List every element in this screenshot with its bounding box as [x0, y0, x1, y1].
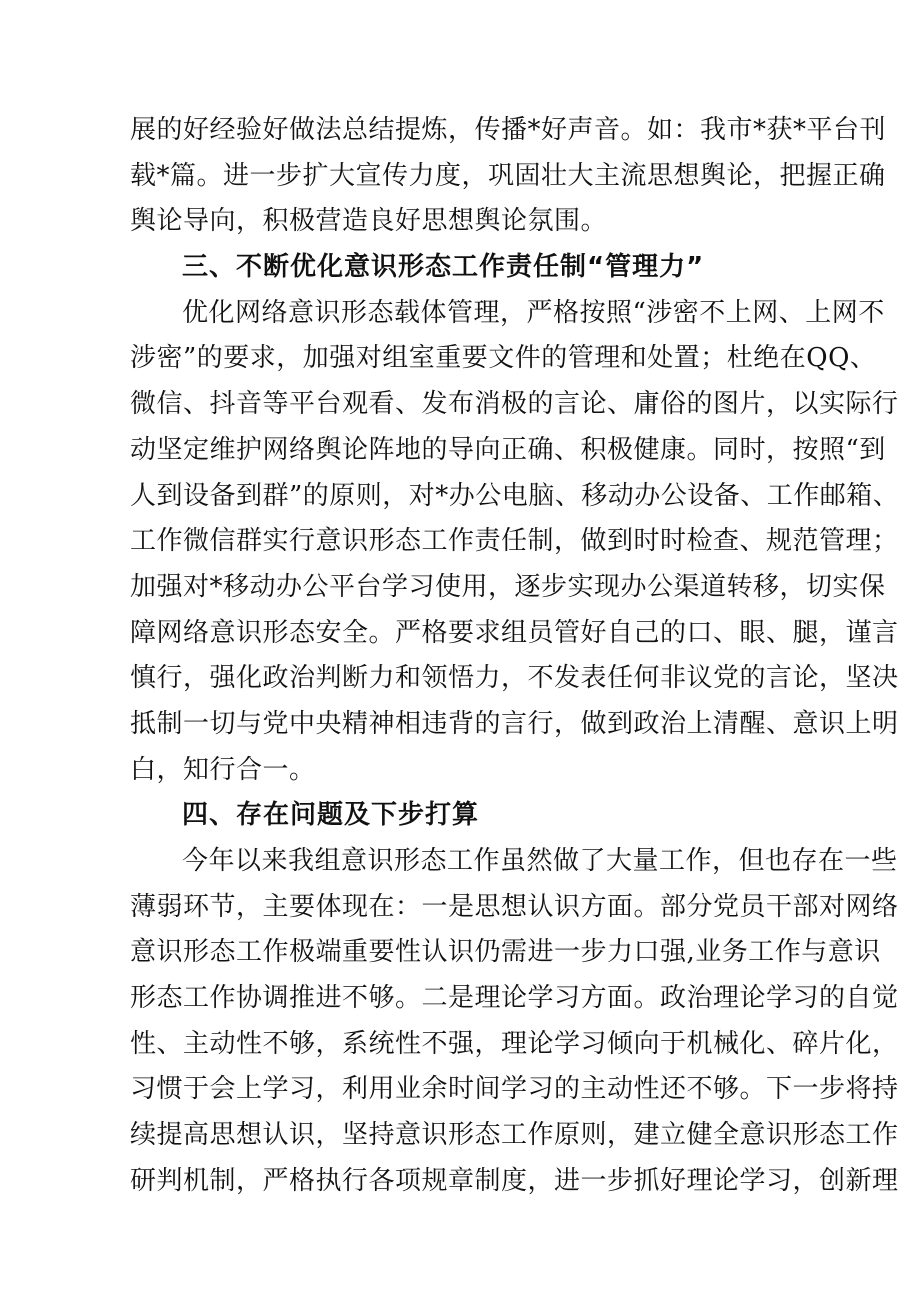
text-line: 动坚定维护网络舆论阵地的导向正确、积极健康。同时，按照“到 [130, 434, 886, 465]
text-line: 优化网络意识形态载体管理，严格按照“涉密不上网、上网不 [182, 297, 885, 328]
text-line: 人到设备到群”的原则，对*办公电脑、移动办公设备、工作邮箱、 [130, 480, 900, 511]
text-line: 研判机制，严格执行各项规章制度，进一步抓好理论学习，创新理 [130, 1165, 899, 1196]
text-line: 涉密”的要求，加强对组室重要文件的管理和处置；杜绝在QQ、 [130, 343, 877, 374]
text-line: 形态工作协调推进不够。二是理论学习方面。政治理论学习的自觉 [130, 983, 899, 1014]
section-four [130, 793, 899, 1204]
text-line: 工作微信群实行意识形态工作责任制，做到时时检查、规范管理； [130, 526, 899, 557]
text-line: 习惯于会上学习，利用业余时间学习的主动性还不够。下一步将持 [130, 1074, 899, 1105]
text-line: 薄弱环节，主要体现在：一是思想认识方面。部分党员干部对网络 [130, 891, 899, 922]
text-line: 续提高思想认识，坚持意识形态工作原则，建立健全意识形态工作 [130, 1120, 899, 1151]
text-line: 舆论导向，积极营造良好思想舆论氛围。 [130, 206, 608, 237]
text-line: 展的好经验好做法总结提炼，传播*好声音。如：我市*获*平台刊 [130, 115, 887, 145]
section-heading: 四、存在问题及下步打算 [182, 800, 480, 831]
text-line: 加强对*移动办公平台学习使用，逐步实现办公渠道转移，切实保 [130, 571, 886, 602]
text-line: 意识形态工作极端重要性认识仍需进一步力口强,业务工作与意识 [130, 937, 881, 968]
text-line: 微信、抖音等平台观看、发布消极的言论、庸俗的图片，以实际行 [130, 389, 899, 420]
text-line: 今年以来我组意识形态工作虽然做了大量工作，但也存在一些 [182, 846, 898, 876]
text-line: 抵制一切与党中央精神相违背的言行，做到政治上清醒、意识上明 [130, 708, 899, 739]
text-line: 白，知行合一。 [130, 754, 316, 785]
section-three [130, 245, 900, 793]
section-heading: 三、不断优化意识形态工作责任制“管理力” [182, 252, 705, 283]
text-line: 慎行，强化政治判断力和领悟力，不发表任何非议党的言论，坚决 [130, 663, 899, 694]
text-line: 载*篇。进一步扩大宣传力度，巩固壮大主流思想舆论，把握正确 [130, 160, 886, 191]
text-line: 性、主动性不够，系统性不强，理论学习倾向于机械化、碎片化， [130, 1028, 899, 1059]
continued-paragraph [130, 108, 887, 245]
document-body [130, 108, 900, 1205]
text-line: 障网络意识形态安全。严格要求组员管好自己的口、眼、腿，谨言 [130, 617, 899, 648]
